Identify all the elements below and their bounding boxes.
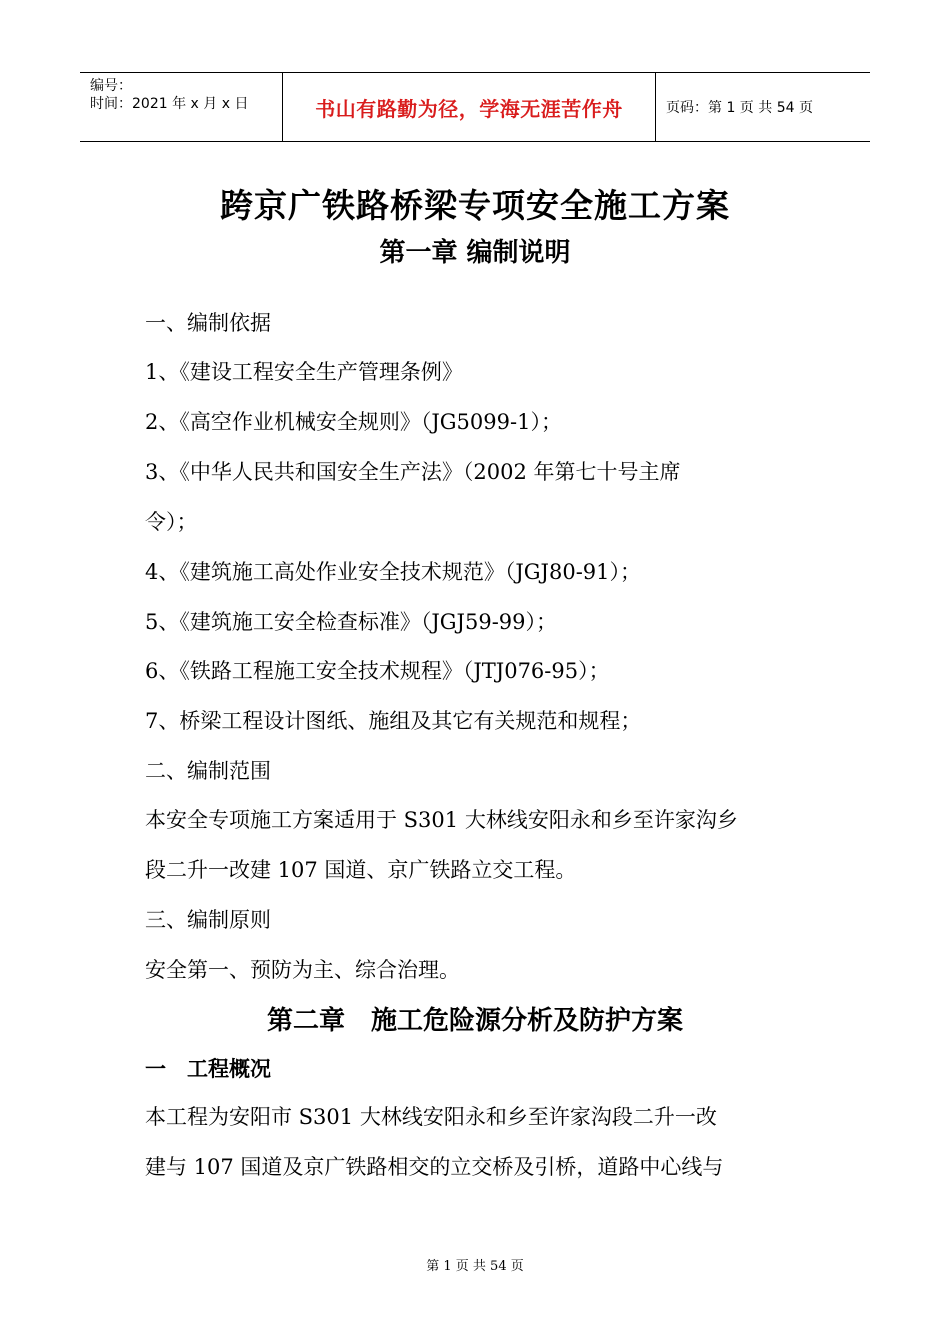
paragraph-line: 建与 107 国道及京广铁路相交的立交桥及引桥，道路中心线与 [145, 1155, 724, 1179]
list-item: 6、《铁路工程施工安全技术规程》（JTJ076-95）； [145, 659, 610, 683]
header-meta [80, 73, 282, 141]
document-title: 跨京广铁路桥梁专项安全施工方案 [220, 186, 730, 225]
chapter1-title: 第一章 编制说明 [379, 238, 571, 268]
list-item: 令）； [145, 510, 198, 534]
list-item: 3、《中华人民共和国安全生产法》（2002 年第七十号主席 [145, 460, 681, 484]
list-item: 4、《建筑施工高处作业安全技术规范》（JGJ80-91）； [145, 560, 642, 584]
section-heading: 一、编制依据 [145, 311, 271, 335]
header-page-info [656, 73, 870, 141]
page-header [80, 72, 870, 142]
paragraph-line: 本工程为安阳市 S301 大林线安阳永和乡至许家沟段二升一改 [145, 1105, 717, 1129]
paragraph-line: 本安全专项施工方案适用于 S301 大林线安阳永和乡至许家沟乡 [145, 808, 738, 832]
list-item: 5、《建筑施工安全检查标准》（JGJ59-99）； [145, 610, 558, 634]
section-heading: 二、编制范围 [145, 759, 271, 783]
page-info-text: 页码：第 1 页 共 54 页 [666, 100, 813, 116]
paragraph-line: 安全第一、预防为主、综合治理。 [145, 958, 460, 982]
page-footer: 第 1 页 共 54 页 [426, 1259, 524, 1274]
section-heading: 一 工程概况 [145, 1056, 271, 1081]
motto-text: 书山有路勤为径，学海无涯苦作舟 [315, 96, 623, 121]
section-heading: 三、编制原则 [145, 908, 271, 932]
list-item: 7、桥梁工程设计图纸、施组及其它有关规范和规程； [145, 709, 642, 733]
number-label: 编号： [90, 78, 132, 94]
header-motto-cell [282, 73, 656, 141]
chapter2-title: 第二章 施工危险源分析及防护方案 [266, 1006, 683, 1036]
time-label: 时间：2021 年 x 月 x 日 [90, 96, 249, 112]
paragraph-line: 段二升一改建 107 国道、京广铁路立交工程。 [145, 858, 577, 882]
list-item: 2、《高空作业机械安全规则》（JG5099-1）； [145, 410, 562, 434]
list-item: 1、《建设工程安全生产管理条例》 [145, 360, 463, 384]
